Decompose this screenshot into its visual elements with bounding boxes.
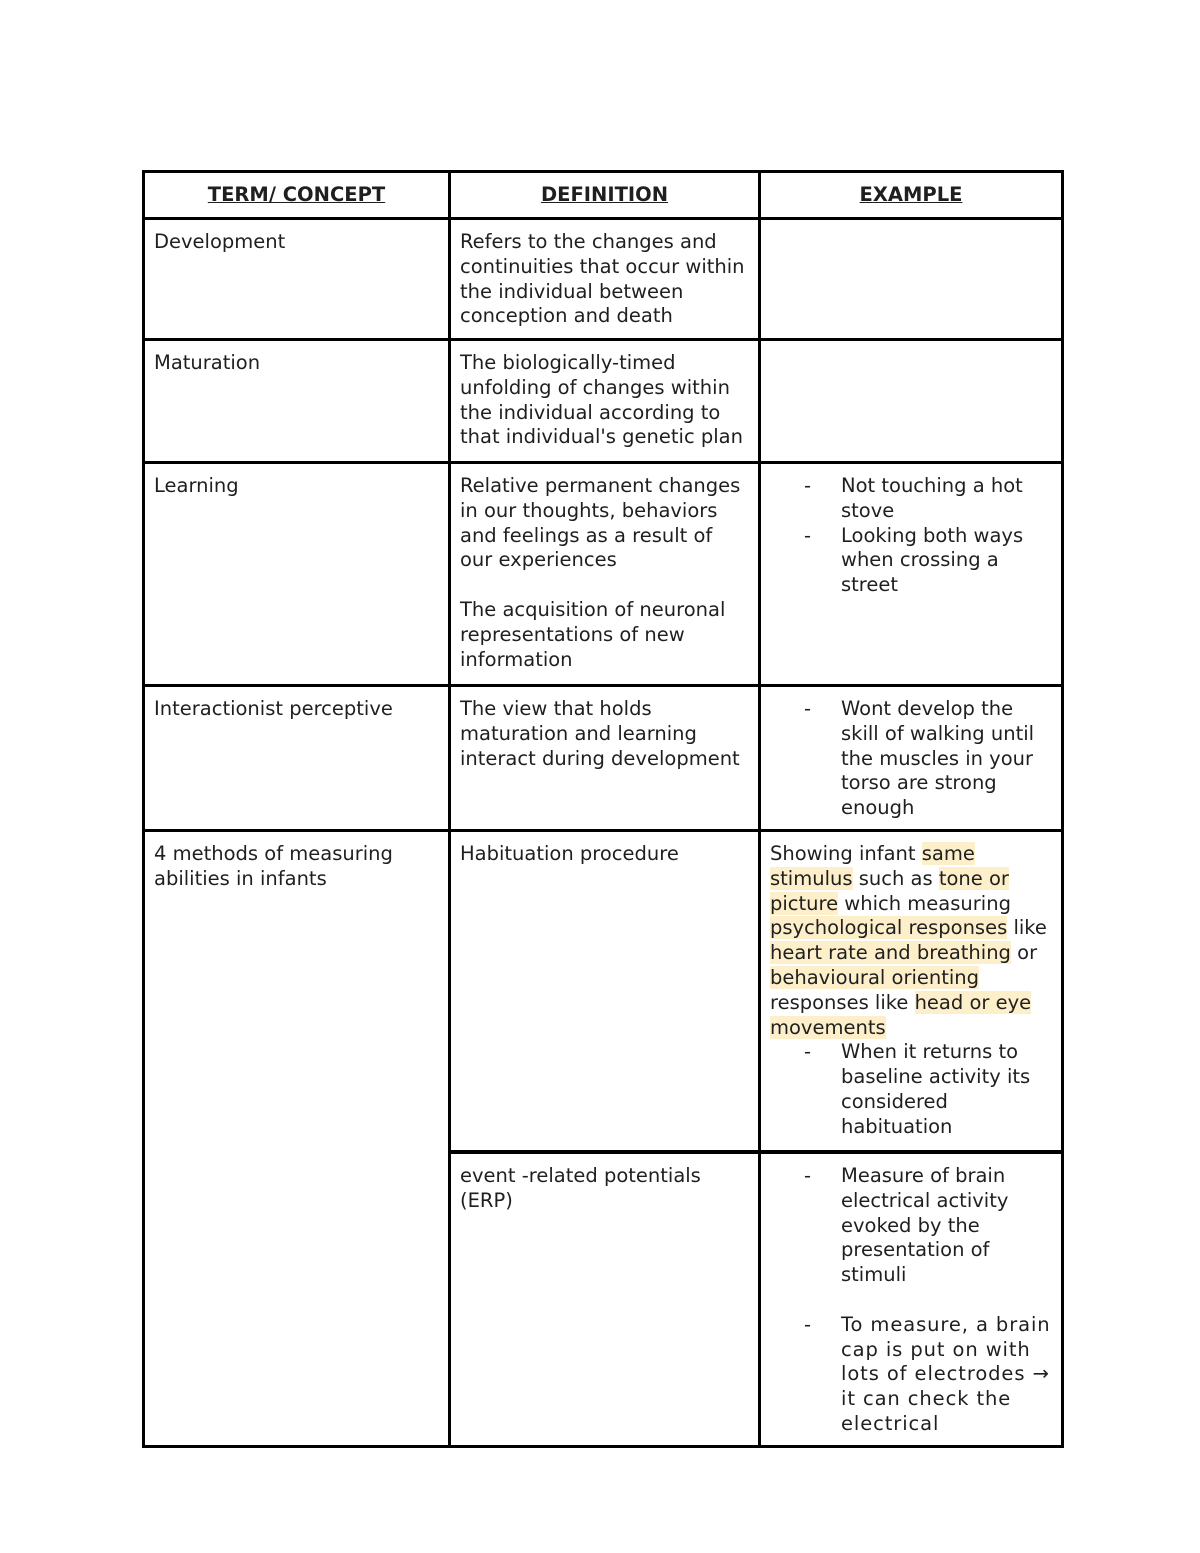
- example-list: [770, 697, 1053, 821]
- example-cell: [760, 830, 1063, 1152]
- example-text-segment: which measuring: [838, 891, 1011, 915]
- list-item: - When it returns to baseline activity its considered habituation: [770, 1040, 1053, 1139]
- definition-text: event -related potentials (ERP): [460, 1163, 701, 1212]
- definition-text: Relative permanent changes in our thoughts, behaviors and feelings as a result of our experiences: [460, 474, 741, 572]
- example-text-segment: responses like: [770, 990, 915, 1014]
- example-cell: [760, 1152, 1063, 1446]
- term-cell: Development: [144, 219, 450, 340]
- term-cell: Learning: [144, 463, 450, 686]
- example-list: [770, 1040, 1053, 1139]
- definition-text: Habituation procedure: [460, 841, 679, 865]
- term-cell: Maturation: [144, 340, 450, 463]
- example-text-segment: Showing infant: [770, 841, 922, 865]
- list-item: - To measure, a brain cap is put on with lots of electrodes → it can check the electrical: [770, 1313, 1053, 1437]
- table-row: [144, 830, 1063, 1152]
- highlighted-text: behavioural orienting: [770, 965, 980, 989]
- example-list: [770, 1164, 1053, 1437]
- term-cell: 4 methods of measuring abilities in infants: [144, 830, 450, 1446]
- definition-cell: [450, 686, 760, 831]
- example-cell: [760, 340, 1063, 463]
- list-item: - Wont develop the skill of walking until the muscles in your torso are strong enough: [770, 697, 1053, 821]
- highlighted-text: same stimulus: [770, 841, 975, 890]
- list-item: - Measure of brain electrical activity evoked by the presentation of stimuli: [770, 1164, 1053, 1288]
- example-list: [770, 474, 1053, 598]
- definition-text: The acquisition of neuronal representations of new information: [460, 597, 726, 671]
- definition-cell: [450, 463, 760, 686]
- header-example: EXAMPLE: [760, 172, 1063, 219]
- definition-cell: [450, 219, 760, 340]
- list-item: - Looking both ways when crossing a street: [770, 524, 1053, 598]
- definition-cell: [450, 830, 760, 1152]
- table-row: [144, 219, 1063, 340]
- list-item: - Not touching a hot stove: [770, 474, 1053, 524]
- header-definition: DEFINITION: [450, 172, 760, 219]
- table-row: [144, 340, 1063, 463]
- definition-text: The view that holds maturation and learning interact during development: [460, 697, 740, 770]
- example-cell: [760, 463, 1063, 686]
- header-term-concept: TERM/ CONCEPT: [144, 172, 450, 219]
- example-text-segment: or: [1010, 941, 1038, 965]
- definition-text: Refers to the changes and continuities that occur within the individual between conception and death: [460, 230, 745, 328]
- definition-cell: [450, 340, 760, 463]
- highlighted-text: heart rate and breathing: [770, 941, 1011, 965]
- example-cell: [760, 686, 1063, 831]
- highlighted-example-text: [770, 842, 1053, 1040]
- definition-text: The biologically-timed unfolding of changes within the individual according to that individual's genetic plan: [460, 351, 743, 449]
- table-row: [144, 686, 1063, 831]
- example-text-segment: like: [1007, 916, 1047, 940]
- highlighted-text: tone or picture: [770, 866, 1009, 915]
- highlighted-text: psychological responses: [770, 916, 1008, 940]
- table-row: [144, 463, 1063, 686]
- definition-cell: [450, 1152, 760, 1446]
- example-cell: [760, 219, 1063, 340]
- highlighted-text: head or eye movements: [770, 990, 1032, 1039]
- concept-table: [142, 170, 1064, 1448]
- example-text-segment: such as: [852, 866, 939, 890]
- term-cell: Interactionist perceptive: [144, 686, 450, 831]
- table-header-row: [144, 172, 1063, 219]
